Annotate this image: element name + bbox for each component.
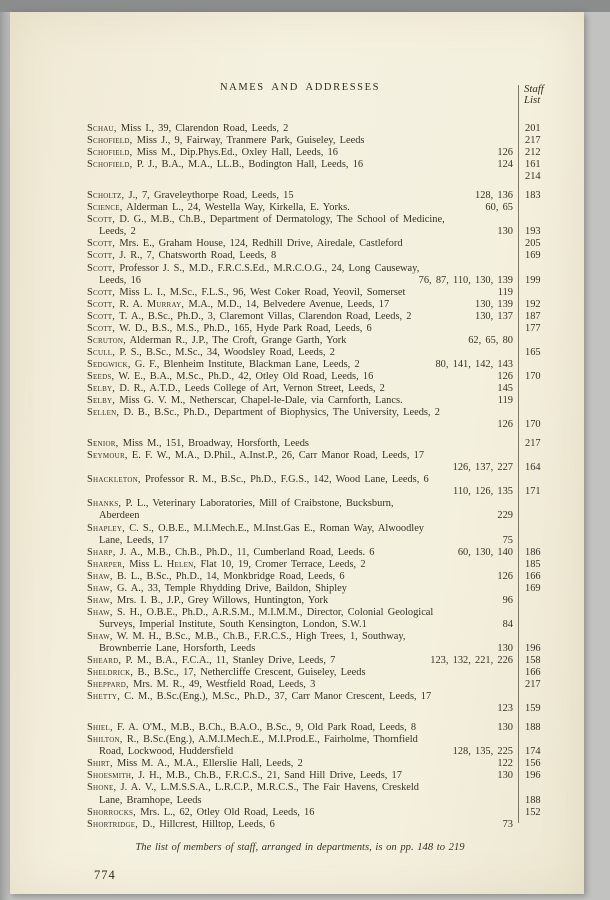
entry-surname: Scott, <box>87 310 116 322</box>
entry-surname: Shoesmith, <box>87 770 135 782</box>
directory-entry-line <box>87 498 567 510</box>
entry-text: Scholtz, J., 7, Graveleythorpe Road, Leeds, 15 128, 136 <box>87 190 513 202</box>
directory-entry-line <box>87 238 567 250</box>
entry-surname: Scott, <box>87 238 116 250</box>
entry-text: Senior, Miss M., 151, Broadway, Horsforth, Leeds <box>87 438 309 450</box>
staff-list-number <box>513 498 565 510</box>
entry-surname: Shaw, <box>87 606 113 618</box>
directory-entry-line <box>87 559 567 571</box>
directory-entry-line <box>87 159 567 171</box>
page-references: 60, 65 <box>485 202 513 214</box>
directory-entry-line <box>87 395 567 407</box>
page-number: 774 <box>94 868 116 882</box>
entry-text: Aberdeen 229 <box>99 510 513 522</box>
directory-entry-line <box>87 123 567 135</box>
directory-entry-line <box>87 419 567 431</box>
directory-entry-line <box>87 359 567 371</box>
staff-list-number: 199 <box>525 274 541 286</box>
staff-list-number <box>513 395 565 407</box>
staff-list-number: 166 <box>525 667 541 679</box>
entry-surname: Seeds, <box>87 370 115 382</box>
staff-list-number: 214 <box>525 171 541 183</box>
staff-list-number <box>513 523 565 535</box>
staff-list-number: 169 <box>525 582 541 594</box>
entry-text: Scruton, Alderman R., J.P., The Croft, Grange Garth, York 62, 65, 80 <box>87 334 513 346</box>
entry-text: Scott, T. A., B.Sc., Ph.D., 3, Claremont Villas, Clarendon Road, Leeds, 2 130, 137 <box>87 310 513 322</box>
staff-list-number <box>513 450 565 462</box>
directory-entry-line <box>87 758 567 770</box>
entry-text <box>87 171 513 183</box>
directory-entry-line <box>87 486 567 498</box>
staff-list-number: 183 <box>525 190 541 202</box>
directory-entry-line <box>87 583 567 595</box>
staff-list-number <box>513 595 565 607</box>
entry-text <box>87 419 513 431</box>
staff-list-number: 212 <box>525 147 541 159</box>
page-references: 130 <box>497 722 513 734</box>
directory-entry-line <box>87 571 567 583</box>
entry-text: Sheard, P. M., B.A., F.C.A., 11, Stanley Drive, Leeds, 7 123, 132, 221, 226 <box>87 655 513 667</box>
entry-surname: Sheppard, <box>87 679 129 691</box>
staff-list-number <box>513 819 565 831</box>
entry-text: Shoesmith, J. H., M.B., Ch.B., F.R.C.S., 21, Sand Hill Drive, Leeds, 17 130 <box>87 770 513 782</box>
page-references: 130 <box>497 226 513 238</box>
staff-list-number: 188 <box>525 722 541 734</box>
entry-surname: Shiel, <box>87 722 113 734</box>
entry-surname: Scruton, <box>87 334 127 346</box>
directory-entry-line <box>87 299 567 311</box>
directory-entry-line <box>87 595 567 607</box>
entry-surname: Senior, <box>87 438 119 450</box>
entry-surname: Shaw, <box>87 594 113 606</box>
entry-text: Shorrocks, Mrs. L., 62, Otley Old Road, Leeds, 16 <box>87 806 315 818</box>
page-references: 128, 135, 225 <box>452 746 513 758</box>
directory-entry-line <box>87 190 567 202</box>
staff-list-number <box>513 619 565 631</box>
directory-entry-line <box>87 214 567 226</box>
entry-surname: Shapley, <box>87 522 125 534</box>
staff-list-number <box>513 287 565 299</box>
entry-text: Schau, Miss I., 39, Clarendon Road, Leeds, 2 <box>87 123 289 134</box>
entry-text: Lane, Bramhope, Leeds <box>99 794 202 806</box>
entry-text: Lane, Leeds, 17 75 <box>99 534 513 546</box>
staff-list-number: 166 <box>525 570 541 582</box>
entry-text: Selby, D. R., A.T.D., Leeds College of Art, Vernon Street, Leeds, 2 145 <box>87 382 513 394</box>
staff-list-number <box>513 407 565 419</box>
staff-list-number: 174 <box>525 746 541 758</box>
staff-list-number: 159 <box>525 703 541 715</box>
entry-text: Shiel, F. A. O'M., M.B., B.Ch., B.A.O., B.Sc., 9, Old Park Road, Leeds, 8 130 <box>87 722 513 734</box>
staff-list-number: 217 <box>525 438 541 450</box>
staff-list-number: 205 <box>525 238 541 250</box>
directory-entry-line <box>87 523 567 535</box>
entry-surname: Scull, <box>87 346 116 358</box>
staff-list-number: 192 <box>525 298 541 310</box>
entry-text: Shaw, Mrs. I. B., J.P., Grey Willows, Huntington, York 96 <box>87 594 513 606</box>
page-references: 62, 65, 80 <box>468 334 513 346</box>
staff-list-number: 188 <box>525 794 541 806</box>
entry-surname: Scott, <box>87 262 116 274</box>
directory-entry-line <box>87 383 567 395</box>
staff-list-number: 217 <box>525 679 541 691</box>
directory-entry-line <box>87 691 567 703</box>
staff-column-header-line2: List <box>524 94 541 106</box>
directory-entry-line <box>87 250 567 262</box>
entry-surname: Sheldrick, <box>87 667 134 679</box>
entry-surname: Scott, <box>87 322 116 334</box>
directory-entry-line <box>87 619 567 631</box>
staff-list-number <box>513 263 565 275</box>
entry-text: Shackleton, Professor R. M., B.Sc., Ph.D., F.G.S., 142, Wood Lane, Leeds, 6 <box>87 474 429 486</box>
staff-list-number <box>513 691 565 703</box>
entry-text: Scull, P. S., B.Sc., M.Sc., 34, Woodsley Road, Leeds, 2 <box>87 346 335 358</box>
staff-list-number: 170 <box>525 370 541 382</box>
page-references: 128, 136 <box>475 190 513 202</box>
page-references: 119 <box>497 395 513 407</box>
directory-entry-line <box>87 655 567 667</box>
staff-list-number: 164 <box>525 462 541 474</box>
entry-text: Sellen, D. B., B.Sc., Ph.D., Department of Biophysics, The University, Leeds, 2 <box>87 407 440 419</box>
directory-entry-line <box>87 746 567 758</box>
entry-text: Scott, W. D., B.S., M.S., Ph.D., 165, Hyde Park Road, Leeds, 6 <box>87 322 372 334</box>
directory-entry-line <box>87 795 567 807</box>
page-references: 119 <box>497 286 513 298</box>
directory-entry-line <box>87 607 567 619</box>
page-references: 73 <box>502 818 513 830</box>
page-header-title: NAMES AND ADDRESSES <box>219 82 381 93</box>
page-references: 60, 130, 140 <box>457 546 513 558</box>
entry-surname: Selby, <box>87 382 116 394</box>
page-references: 145 <box>497 382 513 394</box>
staff-list-number <box>513 782 565 794</box>
entry-surname: Scott, <box>87 286 116 298</box>
entry-text: Schofield, Miss J., 9, Fairway, Tranmere Park, Guiseley, Leeds <box>87 135 365 147</box>
entry-surname: Scott, <box>87 298 116 310</box>
entry-text: Science, Alderman L., 24, Westella Way, Kirkella, E. Yorks. 60, 65 <box>87 202 513 214</box>
entry-text: Road, Lockwood, Huddersfield 128, 135, 225 <box>99 746 513 758</box>
staff-column-header-line1: Staff <box>524 83 544 95</box>
directory-entry-line <box>87 782 567 794</box>
page-references: 130 <box>497 770 513 782</box>
directory-entry-line <box>87 147 567 159</box>
directory-entry-line <box>87 703 567 715</box>
page-references: 126 <box>497 370 513 382</box>
entry-text: Leeds, 16 76, 87, 110, 130, 139 <box>99 274 513 286</box>
page-references: 123, 132, 221, 226 <box>430 655 513 667</box>
book-page <box>10 12 584 894</box>
entry-text: Shaw, S. H., O.B.E., Ph.D., A.R.S.M., M.I.M.M., Director, Colonial Geological <box>87 606 434 618</box>
staff-list-number: 201 <box>525 123 541 134</box>
page-references: 84 <box>502 618 513 630</box>
staff-list-number <box>513 607 565 619</box>
entry-surname: Sheard, <box>87 655 122 667</box>
entry-surname: Murray, <box>146 298 185 310</box>
directory-entry-line <box>87 347 567 359</box>
entry-surname: Scholtz, <box>87 190 125 202</box>
entry-text: Scott, D. G., M.B., Ch.B., Department of Dermatology, The School of Medicine, <box>87 214 445 226</box>
entry-surname: Schofield, <box>87 147 133 159</box>
entry-surname: Shirt, <box>87 758 113 770</box>
directory-entry-line <box>87 202 567 214</box>
directory-entry-line <box>87 643 567 655</box>
entry-text: Scott, J. R., 7, Chatsworth Road, Leeds, 8 <box>87 250 277 262</box>
entry-surname: Science, <box>87 202 123 214</box>
page-references: 130, 139 <box>475 298 513 310</box>
entry-text: Scott, Professor J. S., M.D., F.R.C.S.Ed., M.R.C.O.G., 24, Long Causeway, <box>87 262 420 274</box>
entry-text: Scott, R. A. Murray, M.A., M.D., 14, Belvedere Avenue, Leeds, 17 130, 139 <box>87 298 513 310</box>
entry-surname: Shaw, <box>87 630 113 642</box>
entry-surname: Shanks, <box>87 498 122 510</box>
entry-text: Schofield, P. J., B.A., M.A., LL.B., Bodington Hall, Leeds, 16 124 <box>87 159 513 171</box>
entry-surname: Sellen, <box>87 407 120 419</box>
directory-entry-line <box>87 450 567 462</box>
entry-text: Sheppard, Mrs. M. R., 49, Westfield Road, Leeds, 3 <box>87 679 316 691</box>
staff-list-number <box>513 335 565 347</box>
directory-entry-line <box>87 734 567 746</box>
staff-list-number: 217 <box>525 135 541 147</box>
page-references: 126 <box>497 419 513 431</box>
directory-entry-line <box>87 263 567 275</box>
directory-entry-line <box>87 631 567 643</box>
staff-list-number: 156 <box>525 758 541 770</box>
page-references: 76, 87, 110, 130, 139 <box>418 274 513 286</box>
entry-text: Leeds, 2 130 <box>99 226 513 238</box>
entry-surname: Schau, <box>87 123 117 134</box>
entry-surname: Shorrocks, <box>87 806 136 818</box>
entry-text: Scott, Miss L. I., M.Sc., F.L.S., 96, West Coker Road, Yeovil, Somerset 119 <box>87 286 513 298</box>
directory-entry-line <box>87 311 567 323</box>
entry-surname: Scott, <box>87 250 116 262</box>
entry-text: Sheldrick, B., B.Sc., 17, Nethercliffe Crescent, Guiseley, Leeds <box>87 667 366 679</box>
entry-surname: Shortridge, <box>87 818 139 830</box>
directory-entry-line <box>87 226 567 238</box>
page-references: 124 <box>497 159 513 171</box>
entry-text: Shortridge, D., Hillcrest, Hilltop, Leeds, 6 73 <box>87 818 513 830</box>
entry-text: Shone, J. A. V., L.M.S.S.A., L.R.C.P., M.R.C.S., The Fair Havens, Creskeld <box>87 782 419 794</box>
directory-entry-line <box>87 438 567 450</box>
staff-list-number: 158 <box>525 655 541 667</box>
entry-surname: Schofield, <box>87 135 133 147</box>
staff-list-number: 196 <box>525 770 541 782</box>
entry-surname: Helen, <box>166 558 197 570</box>
entry-surname: Shackleton, <box>87 474 141 486</box>
staff-list-number: 185 <box>525 558 541 570</box>
scan-edge-left <box>0 12 10 900</box>
staff-list-number: 170 <box>525 419 541 431</box>
staff-list-number: 186 <box>525 546 541 558</box>
staff-list-number <box>513 202 565 214</box>
page-references: 130, 137 <box>475 310 513 322</box>
entry-text: Shirt, Miss M. A., M.A., Ellerslie Hall, Leeds, 2 122 <box>87 758 513 770</box>
staff-list-number: 165 <box>525 346 541 358</box>
entry-text <box>87 462 513 474</box>
entry-text: Shetty, C. M., B.Sc.(Eng.), M.Sc., Ph.D., 37, Carr Manor Crescent, Leeds, 17 <box>87 691 432 703</box>
entry-text: Scott, Mrs. E., Graham House, 124, Redhill Drive, Airedale, Castleford <box>87 238 403 250</box>
entry-text <box>87 703 513 715</box>
staff-list-number: 152 <box>525 806 541 818</box>
entry-surname: Shaw, <box>87 570 113 582</box>
entry-text: Brownberrie Lane, Horsforth, Leeds 130 <box>99 642 513 654</box>
staff-list-number <box>513 359 565 371</box>
staff-list-number <box>513 510 565 522</box>
entry-surname: Sedgwick, <box>87 358 131 370</box>
entry-surname: Sharper, <box>87 558 125 570</box>
staff-list-number <box>513 734 565 746</box>
staff-list-number: 196 <box>525 642 541 654</box>
directory-entry-line <box>87 474 567 486</box>
entry-text: Sedgwick, G. F., Blenheim Institute, Blackman Lane, Leeds, 2 80, 141, 142, 143 <box>87 358 513 370</box>
page-references: 75 <box>502 534 513 546</box>
entry-text: Sharper, Miss L. Helen, Flat 10, 19, Cromer Terrace, Leeds, 2 <box>87 558 366 570</box>
directory-entry-line <box>87 371 567 383</box>
scan-edge-top <box>0 0 610 12</box>
staff-list-number: 177 <box>525 322 541 334</box>
page-references: 110, 126, 135 <box>453 486 513 498</box>
directory-entries <box>87 123 567 831</box>
entry-surname: Shone, <box>87 782 117 794</box>
entry-text <box>87 486 513 498</box>
directory-entry-line <box>87 807 567 819</box>
page-references: 123 <box>497 703 513 715</box>
entry-text: Sharp, J. A., M.B., Ch.B., Ph.D., 11, Cumberland Road, Leeds. 6 60, 130, 140 <box>87 546 513 558</box>
page-references: 126, 137, 227 <box>452 462 513 474</box>
staff-list-number <box>513 383 565 395</box>
entry-text: Shaw, G. A., 33, Temple Rhydding Drive, Baildon, Shipley <box>87 582 347 594</box>
entry-text: Shanks, P. L., Veterinary Laboratories, Mill of Craibstone, Bucksburn, <box>87 498 394 510</box>
entry-text: Seymour, E. F. W., M.A., D.Phil., A.Inst.P., 26, Carr Manor Road, Leeds, 17 <box>87 450 425 462</box>
staff-list-number <box>513 631 565 643</box>
entry-text: Shaw, B. L., B.Sc., Ph.D., 14, Monkbridge Road, Leeds, 6 126 <box>87 570 513 582</box>
directory-entry-line <box>87 679 567 691</box>
directory-entry-line <box>87 323 567 335</box>
staff-list-number <box>513 535 565 547</box>
directory-entry-line <box>87 462 567 474</box>
page-references: 80, 141, 142, 143 <box>435 358 513 370</box>
directory-entry-line <box>87 722 567 734</box>
directory-entry-line <box>87 667 567 679</box>
entry-surname: Sharp, <box>87 546 116 558</box>
page-references: 96 <box>502 594 513 606</box>
entry-text: Shaw, W. M. H., B.Sc., M.B., Ch.B., F.R.C.S., High Trees, 1, Southway, <box>87 630 406 642</box>
staff-list-number: 171 <box>525 486 541 498</box>
directory-entry-line <box>87 535 567 547</box>
directory-entry-line <box>87 171 567 183</box>
directory-entry-line <box>87 547 567 559</box>
page-references: 122 <box>497 758 513 770</box>
entry-text: Shilton, R., B.Sc.(Eng.), A.M.I.Mech.E., M.I.Prod.E., Fairholme, Thornfield <box>87 734 418 746</box>
staff-list-number: 161 <box>525 159 541 171</box>
directory-entry-line <box>87 407 567 419</box>
footer-note: The list of members of staff, arranged in departments, is on pp. 148 to 219 <box>135 842 465 853</box>
directory-entry-line <box>87 819 567 831</box>
page-references: 130 <box>497 642 513 654</box>
entry-text: Seeds, W. E., B.A., M.Sc., Ph.D., 42, Otley Old Road, Leeds, 16 126 <box>87 370 513 382</box>
entry-surname: Scott, <box>87 214 116 226</box>
entry-text: Shapley, C. S., O.B.E., M.I.Mech.E., M.Inst.Gas E., Roman Way, Alwoodley <box>87 522 424 534</box>
staff-list-column-header <box>524 84 544 106</box>
directory-entry-line <box>87 335 567 347</box>
entry-surname: Seymour, <box>87 450 128 462</box>
staff-list-number: 193 <box>525 226 541 238</box>
page-references: 229 <box>497 510 513 522</box>
entry-surname: Shaw, <box>87 582 113 594</box>
entry-surname: Shetty, <box>87 691 121 703</box>
staff-list-number: 169 <box>525 250 541 262</box>
staff-list-number <box>513 214 565 226</box>
entry-text: Schofield, Miss M., Dip.Phys.Ed., Oxley Hall, Leeds, 16 126 <box>87 147 513 159</box>
entry-surname: Schofield, <box>87 159 133 171</box>
directory-entry-line <box>87 770 567 782</box>
entry-text: Selby, Miss G. V. M., Netherscar, Chapel-le-Dale, via Carnforth, Lancs. 119 <box>87 395 513 407</box>
directory-entry-line <box>87 135 567 147</box>
entry-surname: Selby, <box>87 395 116 407</box>
page-references: 126 <box>497 147 513 159</box>
directory-entry-line <box>87 287 567 299</box>
staff-list-number: 187 <box>525 310 541 322</box>
entry-text: Surveys, Imperial Institute, South Kensington, London, S.W.1 84 <box>99 618 513 630</box>
directory-entry-line <box>87 510 567 522</box>
staff-list-number <box>513 474 565 486</box>
page-references: 126 <box>497 570 513 582</box>
entry-surname: Shilton, <box>87 734 123 746</box>
directory-entry-line <box>87 275 567 287</box>
